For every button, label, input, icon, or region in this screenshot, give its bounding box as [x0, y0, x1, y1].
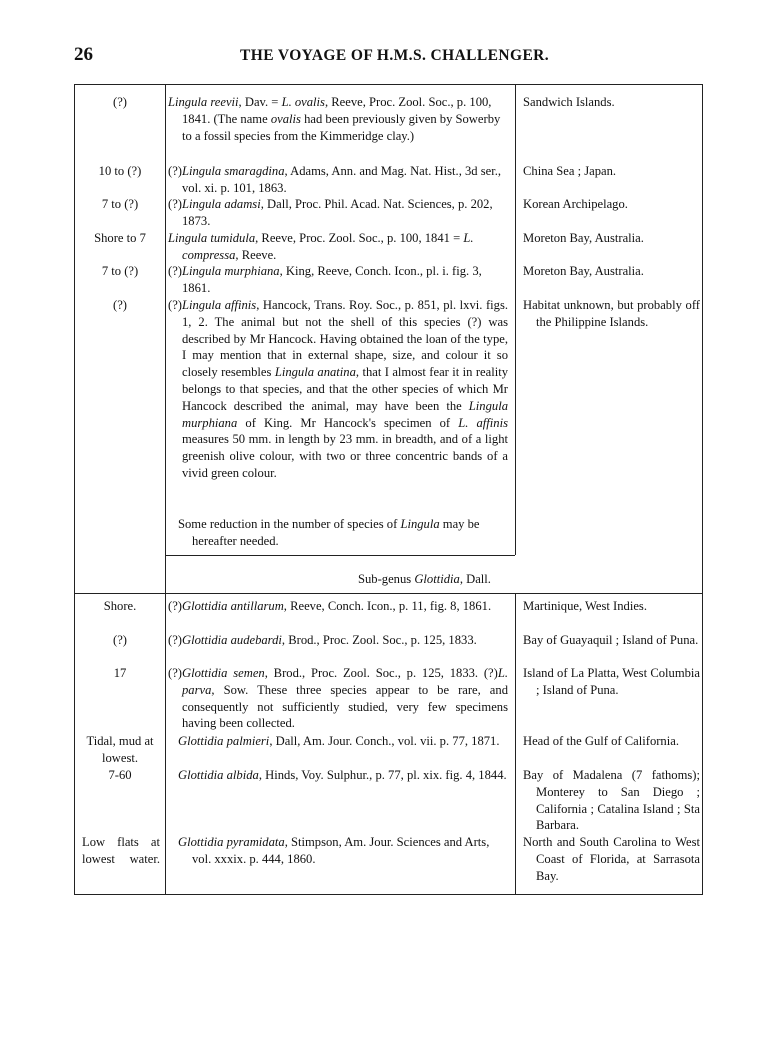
habitat-cell: [523, 834, 700, 884]
habitat-cell: [523, 163, 700, 180]
habitat-cell: [523, 196, 700, 213]
habitat-cell: [523, 94, 700, 111]
species-text: (?)Lingula adamsi, Dall, Proc. Phil. Acad. Nat. Sciences, p. 202, 1873.: [168, 197, 493, 228]
habitat-text: Korean Archipelago.: [523, 197, 628, 211]
right-border: [702, 84, 703, 895]
habitat-text: Martinique, West Indies.: [523, 599, 647, 613]
species-text: (?)Lingula murphiana, King, Reeve, Conch. Icon., pl. i. fig. 3, 1861.: [168, 264, 482, 295]
subgenus-rule: [74, 593, 703, 594]
page-number: 26: [74, 44, 93, 65]
species-entry: [168, 263, 508, 297]
habitat-text: North and South Carolina to West Coast of Florida, at Sarrasota Bay.: [523, 835, 700, 883]
depth-cell: 17: [113, 666, 127, 680]
habitat-cell: [523, 263, 700, 280]
column-rule-2a: [515, 84, 516, 555]
habitat-text: Island of La Platta, West Columbia ; Island of Puna.: [523, 666, 700, 697]
column-rule-2b: [515, 593, 516, 894]
habitat-text: Moreton Bay, Australia.: [523, 264, 644, 278]
habitat-cell: [523, 665, 700, 699]
species-entry: [168, 163, 508, 197]
habitat-text: Bay of Madalena (7 fathoms); Monterey to San Diego ; California ; Catalina Island ; Sta Barbara.: [523, 768, 700, 833]
species-entry: [178, 767, 508, 784]
habitat-text: China Sea ; Japan.: [523, 164, 617, 178]
species-text: (?)Glottidia antillarum, Reeve, Conch. Icon., p. 11, fig. 8, 1861.: [168, 599, 492, 613]
species-text: Lingula tumidula, Reeve, Proc. Zool. Soc., p. 100, 1841 = L. compressa, Reeve.: [168, 231, 474, 262]
habitat-text: Sandwich Islands.: [523, 95, 615, 109]
habitat-cell: [523, 297, 700, 331]
habitat-cell: [523, 598, 700, 615]
species-text: (?)Glottidia semen, Brod., Proc. Zool. Soc., p. 125, 1833. (?)L. parva, Sow. These three species appear to be rare, and consequently not sufficiently studied, very few specimens having been collected.: [168, 666, 508, 731]
species-text: (?)Lingula smaragdina, Adams, Ann. and Mag. Nat. Hist., 3d ser., vol. xi. p. 101, 1863.: [168, 164, 502, 195]
species-entry: [168, 94, 508, 144]
species-text: Lingula reevii, Dav. = L. ovalis, Reeve, Proc. Zool. Soc., p. 100, 1841. (The name ovalis had been previously given by Sowerby to a fossil species from the Kimmeridge clay.): [168, 95, 501, 143]
species-entry: [168, 297, 508, 482]
species-text: Glottidia palmieri, Dall, Am. Jour. Conch., vol. vii. p. 77, 1871.: [178, 734, 500, 748]
species-entry: [168, 665, 508, 732]
depth-cell: (?): [113, 95, 127, 109]
habitat-cell: [523, 632, 700, 649]
table-top-rule: [74, 84, 703, 85]
habitat-text: Moreton Bay, Australia.: [523, 231, 644, 245]
table-bottom-rule: [74, 894, 703, 895]
depth-cell: 7 to (?): [101, 197, 139, 211]
section-rule: [165, 555, 515, 556]
habitat-text: Head of the Gulf of California.: [523, 734, 679, 748]
column-rule-1: [165, 84, 166, 895]
depth-cell: Shore.: [103, 599, 137, 613]
species-text: (?)Lingula affinis, Hancock, Trans. Roy. Soc., p. 851, pl. lxvi. figs. 1, 2. The animal but not the shell of this species (?) was described by Mr Hancock. Having obtained the loan of the type, I may mention that in external shape, size, and colour it so closely resembles Lingula anatina, that I almost fear it in reality belongs to that species, and that the other species of which Mr Hancock described the animal, may have been the Lingula murphiana of King. Mr Hancock's specimen of L. affinis measures 50 mm. in length by 23 mm. in breadth, and of a light greenish olive colour, with two or three concentric bands of a vivid green colour.: [168, 298, 509, 480]
running-head: THE VOYAGE OF H.M.S. CHALLENGER.: [240, 47, 550, 64]
depth-cell: 7-60: [108, 768, 132, 782]
species-entry: [178, 733, 508, 750]
depth-cell: (?): [113, 298, 127, 312]
habitat-cell: [523, 230, 700, 247]
habitat-cell: [523, 767, 700, 834]
depth-cell: Tidal, mud at lowest.: [86, 734, 154, 765]
depth-cell: (?): [113, 633, 127, 647]
depth-cell: Low flats at lowest water.: [82, 835, 160, 866]
left-border: [74, 84, 75, 895]
species-entry: [168, 196, 508, 230]
species-entry: [178, 834, 508, 868]
depth-cell: Shore to 7: [94, 231, 146, 245]
habitat-text: Bay of Guayaquil ; Island of Puna.: [523, 633, 699, 647]
subgenus-heading: Sub-genus Glottidia, Dall.: [358, 572, 491, 586]
species-entry: [168, 598, 508, 615]
depth-cell: 10 to (?): [98, 164, 142, 178]
species-text: Glottidia pyramidata, Stimpson, Am. Jour. Sciences and Arts, vol. xxxix. p. 444, 1860.: [178, 835, 490, 866]
depth-cell: 7 to (?): [101, 264, 139, 278]
note-text: Some reduction in the number of species of Lingula may be hereafter needed.: [178, 517, 480, 548]
species-text: Glottidia albida, Hinds, Voy. Sulphur., p. 77, pl. xix. fig. 4, 1844.: [178, 768, 507, 782]
habitat-text: Habitat unknown, but probably off the Philippine Islands.: [523, 298, 700, 329]
species-entry: [168, 632, 508, 649]
habitat-cell: [523, 733, 700, 750]
species-entry: [168, 230, 508, 264]
species-text: (?)Glottidia audebardi, Brod., Proc. Zool. Soc., p. 125, 1833.: [168, 633, 477, 647]
note: [178, 516, 508, 550]
